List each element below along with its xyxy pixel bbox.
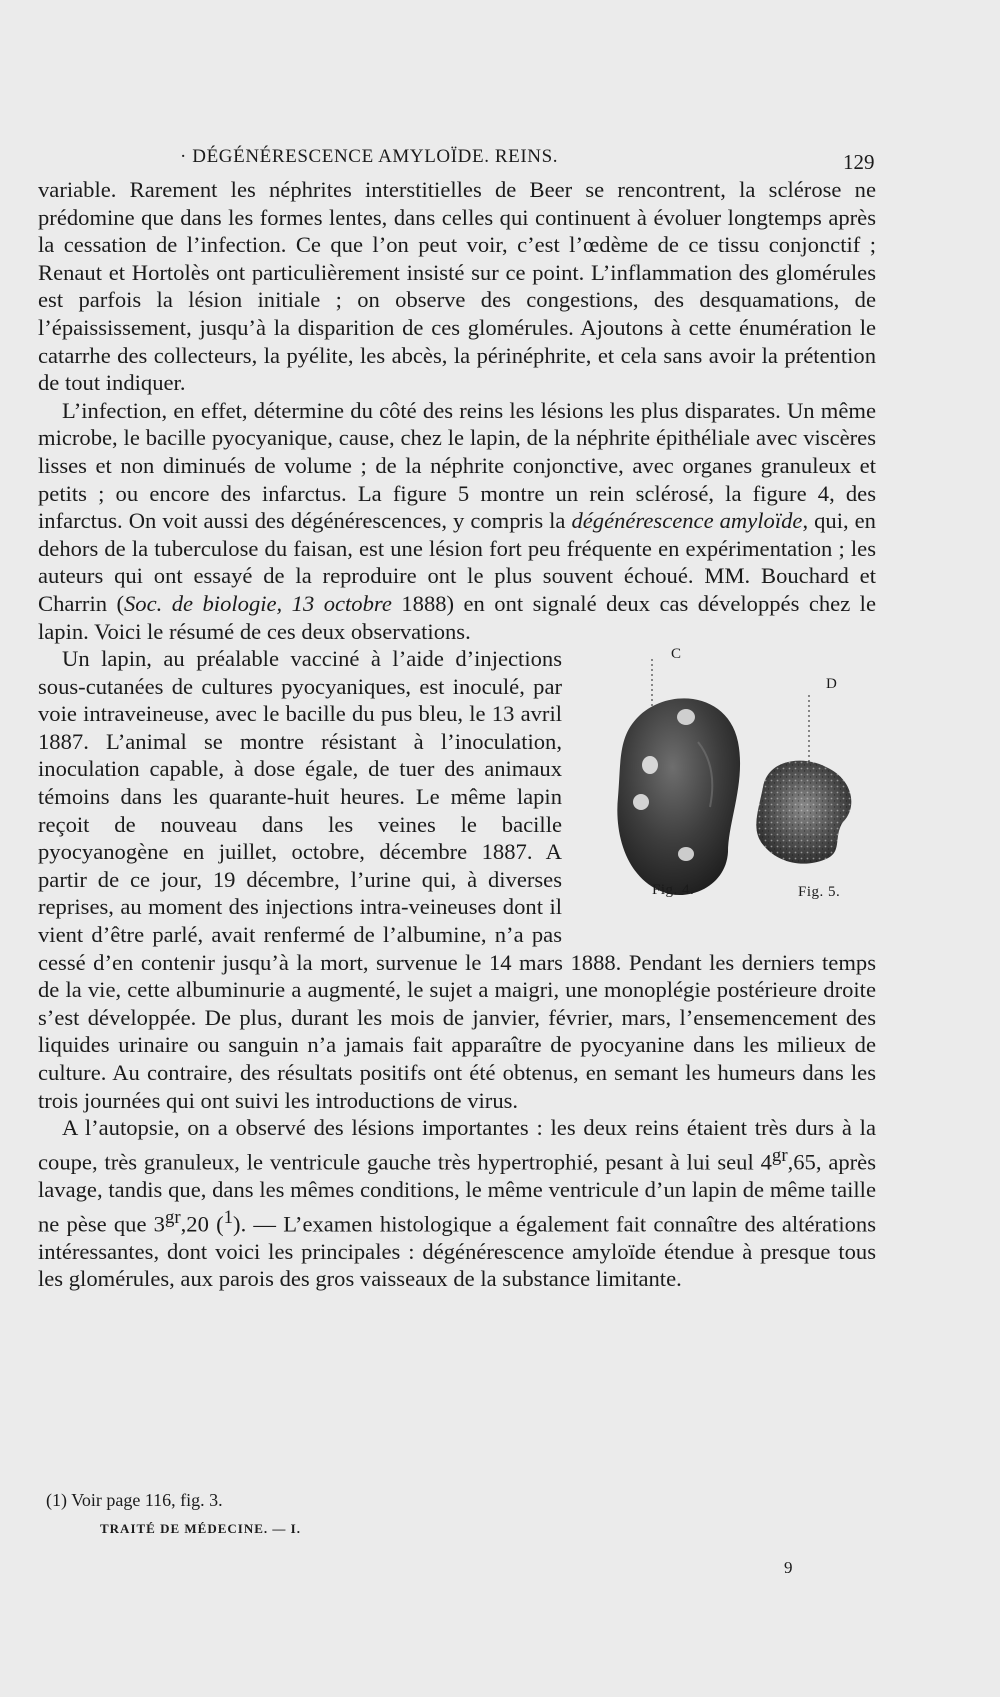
footnote-marker: (1): [46, 1490, 67, 1510]
unit-superscript-1: gr: [771, 1144, 788, 1166]
paragraph-4-part-c: ,20 (: [180, 1211, 224, 1237]
running-head: [0, 146, 1000, 176]
figure-block: [578, 647, 878, 927]
footnote-reference: 1: [223, 1206, 234, 1228]
footnote: [46, 1490, 223, 1511]
book-title-footer: TRAITÉ DE MÉDECINE. — I.: [100, 1521, 301, 1536]
paragraph-4-part-a: A l’autopsie, on a observé des lésions importantes : les deux reins étaient très durs à la coupe, très granuleux, le ventricule gauche très hypertrophié, pesant à lui seul 4: [38, 1115, 876, 1175]
kidney-fig-4: [617, 659, 740, 895]
footnote-text: Voir page 116, fig. 3.: [71, 1490, 223, 1510]
figure-letter-c: C: [671, 646, 682, 663]
paragraph-4-part-d: ). — L’examen histologique a également fait connaître des altérations intéressantes, dont voici les principales : dégénérescence amyloïde étendue à presque tous les glomérules, aux parois des gros vaisseaux de la substance limitante.: [38, 1211, 876, 1292]
paragraph-4: [38, 1114, 876, 1293]
running-head-title: · DÉGÉNÉRESCENCE AMYLOÏDE. REINS.: [180, 146, 559, 167]
paragraph-3-text: Un lapin, au préalable vacciné à l’aide d’injections sous-cutanées de cultures pyocyaniques, est inoculé, par voie intraveineuse, avec le bacille du pus bleu, le 13 avril 1887. L’animal se montre résistant à l’inoculation, inoculation capable, à dose égale, de tuer des animaux témoins dans les quarante-huit heures. Le même lapin reçoit de nouveau dans les veines le bacille pyocyanogène en juillet, octobre, décembre 1887. A partir de ce jour, 19 décembre, l’urine qui, à diverses reprises, au moment des injections intra-veineuses dont il vient d’être parlé, avait renfermé de l’albumine, n’a pas cessé d’en contenir jusqu’à la mort, survenue le 14 mars 1888. Pendant les derniers temps de la vie, cette albuminurie a augmenté, le sujet a maigri, une monoplégie postérieure droite s’est développée. De plus, durant les mois de janvier, février, mars, l’ensemencement des liquides urinaire ou sanguin n’a jamais fait apparaître de pyocyanine dans les milieux de culture. Au contraire, des résultats positifs ont été obtenus, en semant les humeurs dans les trois journées qui ont suivi les introductions de virus.: [38, 646, 876, 1113]
paragraph-1: variable. Rarement les néphrites interstitielles de Beer se rencontrent, la sclérose ne prédomine que dans les formes lentes, dans celles qui continuent à évoluer longtemps après la cessation de l’infection. Ce que l’on peut voir, c’est l’œdème de ce tissu conjonctif ; Renaut et Hortolès ont particulièrement insisté sur ce point. L’inflammation des glomérules est parfois la lésion initiale ; on observe des congestions, des desquamations, de l’épaississement, jusqu’à la disparition de ces glomérules. Ajoutons à cette énumération le catarrhe des collecteurs, la pyélite, les abcès, la périnéphrite, et cela sans avoir la prétention de tout indiquer.: [38, 177, 876, 396]
paragraph-2-part-b: , qui, en dehors de la tuberculose du faisan, est une lésion fort peu fréquente en expérimentation ; les auteurs qui ont essayé de la reproduire ont le plus souvent échoué. MM. Bouchard et Charrin (: [38, 508, 876, 616]
figure-5-caption: Fig. 5.: [798, 884, 841, 901]
paragraph-2-part-a: L’infection, en effet, détermine du côté des reins les lésions les plus disparates. Un même microbe, le bacille pyocyanique, cause, chez le lapin, de la néphrite épithéliale avec viscères lisses et non diminués de volume ; de la néphrite conjonctive, avec organes granuleux et petits ; ou encore des infarctus. La figure 5 montre un rein sclérosé, la figure 4, des infarctus. On voit aussi des dégénérescences, y compris la: [38, 397, 876, 534]
emphasis-amyloid: dégénérescence amyloïde: [571, 508, 803, 534]
body-text: [38, 176, 876, 1293]
kidney-fig-5: [756, 695, 851, 864]
emphasis-citation: Soc. de biologie, 13 octobre: [124, 590, 392, 616]
paragraph-2-part-c: 1888) en ont signalé deux cas développés chez le lapin. Voici le résumé de ces deux observations.: [38, 590, 876, 644]
paragraph-3: [38, 645, 876, 1114]
page-number: 129: [843, 150, 875, 174]
unit-superscript-2: gr: [164, 1206, 181, 1228]
figure-letter-d: D: [826, 676, 837, 693]
signature-mark: 9: [784, 1558, 793, 1577]
paragraph-4-part-b: ,65, après lavage, tandis que, dans les mêmes conditions, le même ventricule d’un lapin de même taille ne pèse que 3: [38, 1149, 876, 1237]
figure-4-caption: Fig. 4.: [652, 882, 695, 899]
paragraph-2: [38, 397, 876, 645]
